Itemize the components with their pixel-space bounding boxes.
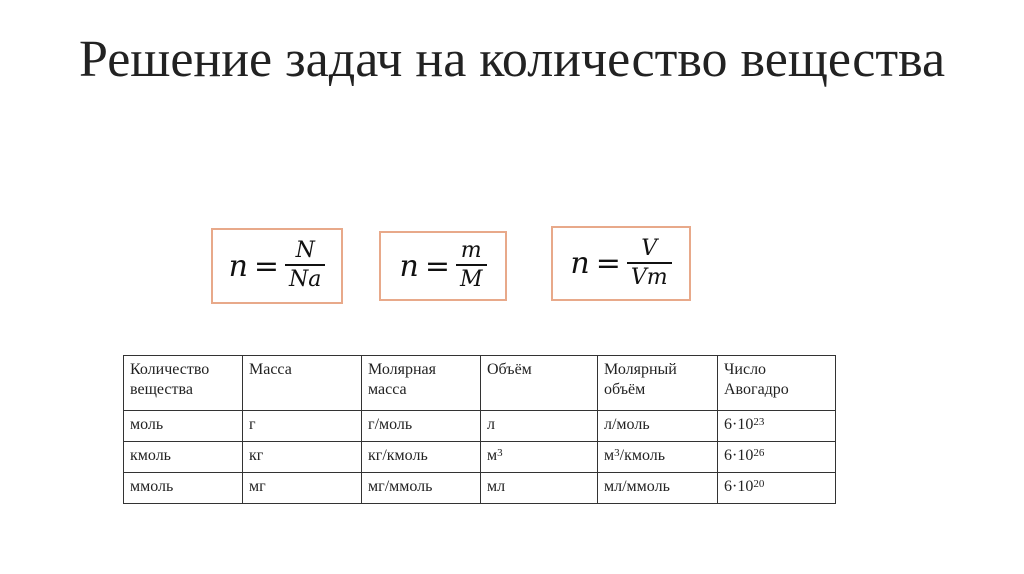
formula-denominator: Na xyxy=(289,267,322,292)
header-molar-mass: Молярная масса xyxy=(362,356,481,411)
table-cell: кмоль xyxy=(124,442,243,473)
molar-volume-unit: м xyxy=(604,447,615,464)
formula-mass xyxy=(379,231,507,301)
formula-lhs: n xyxy=(399,248,419,284)
avogadro-exponent: 23 xyxy=(753,416,765,428)
table-row xyxy=(124,411,836,442)
formula-lhs: n xyxy=(570,246,590,281)
table-cell: г xyxy=(243,411,362,442)
avogadro-base: 6·10 xyxy=(724,416,754,433)
formula-equals: = xyxy=(595,246,621,281)
volume-unit: м xyxy=(487,447,498,464)
formula-equals: = xyxy=(424,248,450,284)
formula-avogadro xyxy=(211,228,343,304)
header-molar-volume: Молярный объём xyxy=(598,356,718,411)
formula-fraction xyxy=(627,236,672,292)
molar-volume-exponent: 3 xyxy=(614,447,620,459)
table-cell: мг xyxy=(243,473,362,504)
slide-title: Решение задач на количество вещества xyxy=(78,31,946,88)
table-cell: моль xyxy=(124,411,243,442)
formula-denominator: Vm xyxy=(630,264,668,290)
molar-volume-suffix: /кмоль xyxy=(619,447,666,464)
formula-numerator: V xyxy=(641,235,658,261)
avogadro-base: 6·10 xyxy=(724,478,754,495)
avogadro-base: 6·10 xyxy=(724,447,754,464)
table-cell: г/моль xyxy=(362,411,481,442)
table-header-row xyxy=(124,356,836,411)
table-cell: мл xyxy=(481,473,598,504)
avogadro-exponent: 26 xyxy=(753,447,765,459)
formula-lhs: n xyxy=(228,248,248,284)
formula-fraction xyxy=(456,238,487,294)
formula-volume xyxy=(551,226,691,301)
table-cell: мг/ммоль xyxy=(362,473,481,504)
table-cell xyxy=(718,442,836,473)
table-row xyxy=(124,442,836,473)
header-mass: Масса xyxy=(243,356,362,411)
table-cell: л xyxy=(481,411,598,442)
table-cell xyxy=(481,442,598,473)
table-cell xyxy=(718,473,836,504)
table-cell: л/моль xyxy=(598,411,718,442)
table-cell: мл/ммоль xyxy=(598,473,718,504)
formula-equals: = xyxy=(253,248,280,284)
table-cell: кг xyxy=(243,442,362,473)
formula-fraction xyxy=(285,238,325,294)
header-volume: Объём xyxy=(481,356,598,411)
table-row xyxy=(124,473,836,504)
header-amount: Количество вещества xyxy=(124,356,243,411)
units-table xyxy=(123,355,836,504)
volume-exponent: 3 xyxy=(497,447,503,459)
table-cell xyxy=(718,411,836,442)
table-cell: кг/кмоль xyxy=(362,442,481,473)
avogadro-exponent: 20 xyxy=(753,478,765,490)
header-avogadro: Число Авогадро xyxy=(718,356,836,411)
table-cell xyxy=(598,442,718,473)
table-cell: ммоль xyxy=(124,473,243,504)
formula-numerator: N xyxy=(295,238,315,263)
formula-denominator: M xyxy=(459,267,483,292)
formula-numerator: m xyxy=(460,238,482,263)
